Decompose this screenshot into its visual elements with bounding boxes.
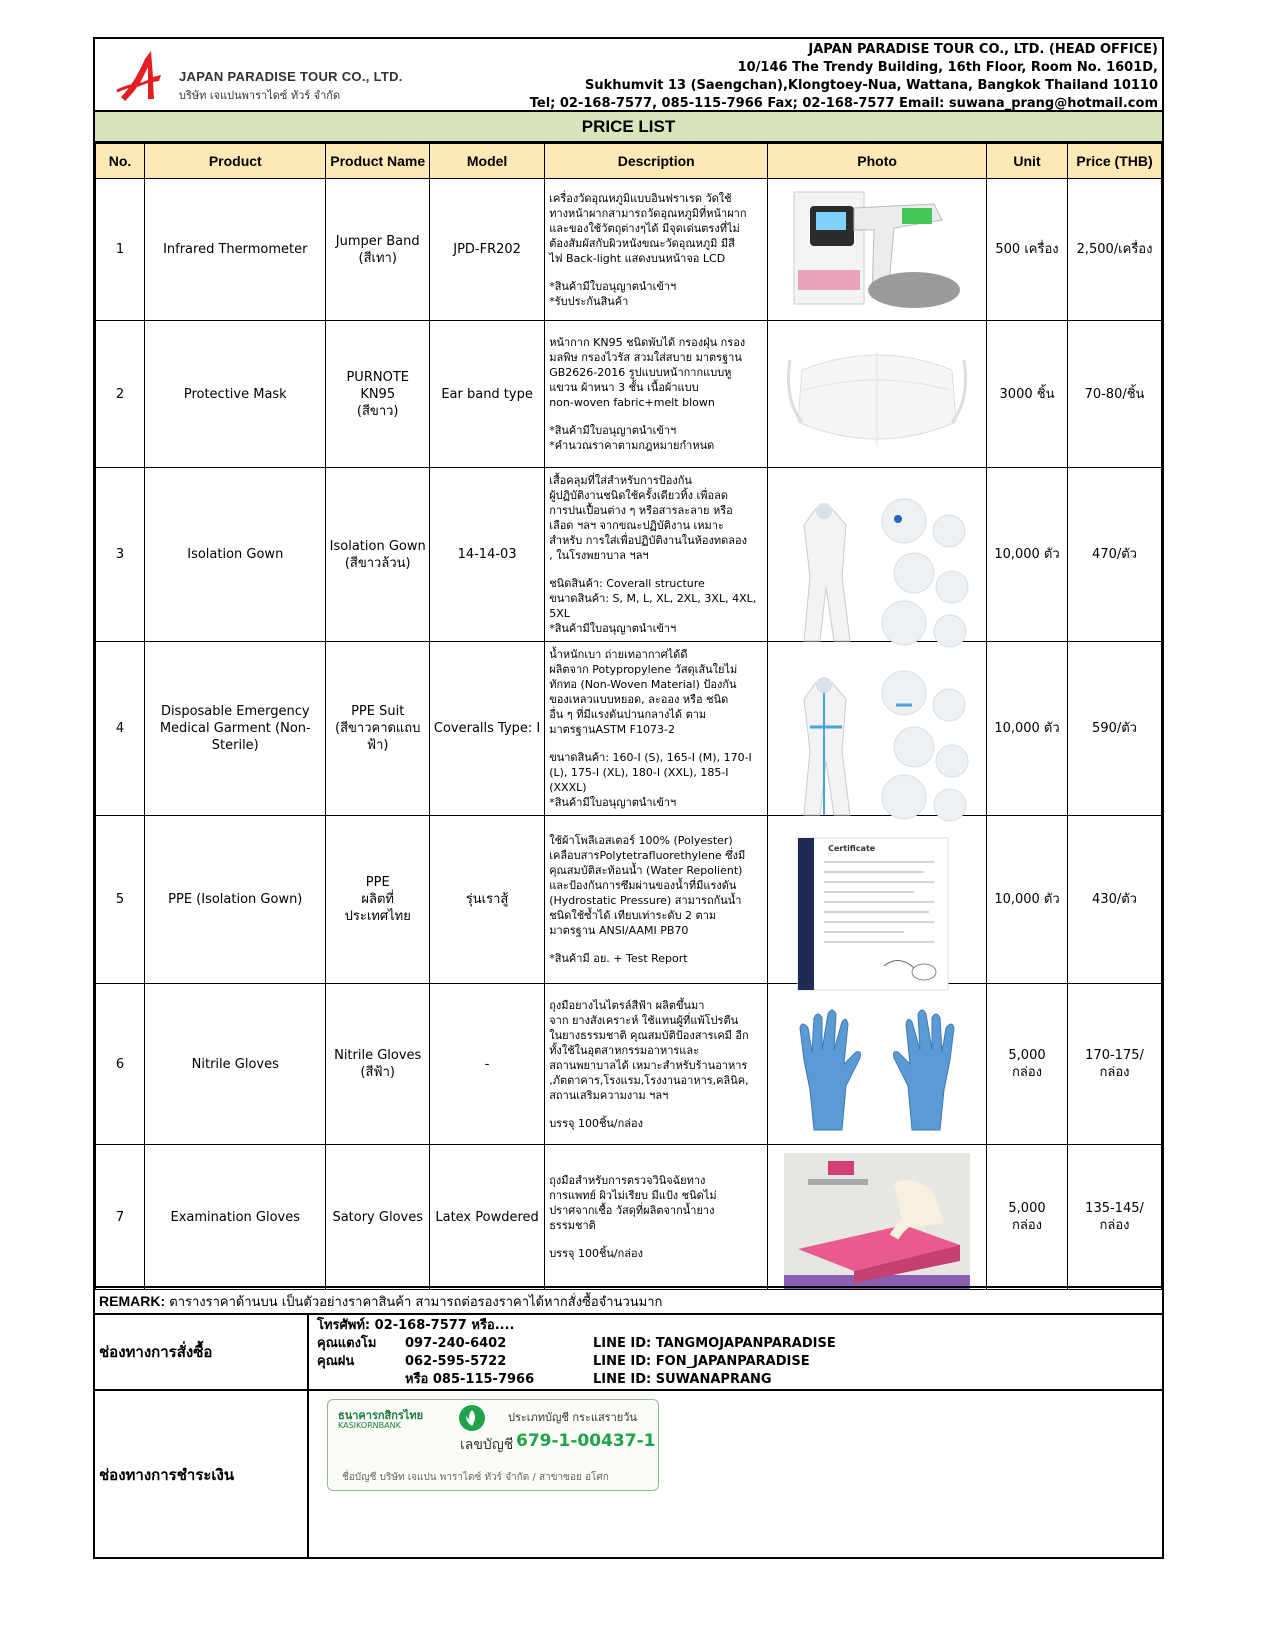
desc-line: ถุงมือสำหรับการตรวจวินิจฉัยทาง: [549, 1174, 706, 1187]
desc-line: ขนาดสินค้า: S, M, L, XL, 2XL, 3XL, 4XL,: [549, 592, 757, 605]
desc-line: และป้องกันการซึมผ่านของน้ำที่มีแรงดัน: [549, 879, 737, 892]
cell-unit: [986, 468, 1067, 642]
cell-price: [1068, 468, 1162, 642]
desc-line: GB2626-2016 รูปแบบหน้ากากแบบหู: [549, 366, 732, 379]
payment-channel-row: [95, 1391, 1162, 1559]
price-line: 70-80/ชิ้น: [1084, 386, 1145, 402]
cell-photo: [768, 179, 987, 321]
bank-account-card: [327, 1399, 659, 1491]
unit-line: 5,000: [1008, 1201, 1046, 1216]
desc-line: ไฟ Back-light แสดงบนหน้าจอ LCD: [549, 251, 726, 265]
document-header: [95, 39, 1162, 112]
col-header-description: Description: [545, 144, 768, 179]
cell-model: 14-14-03: [429, 468, 544, 642]
table-row: [96, 816, 1162, 984]
logo-text-th: บริษัท เจแปนพาราไดซ์ ทัวร์ จำกัด: [179, 89, 341, 102]
cell-description: [545, 321, 768, 468]
cell-model: -: [429, 984, 544, 1145]
remark-row: [95, 1286, 1162, 1315]
product-name-line: Jumper Band: [335, 233, 420, 249]
cell-description: [545, 1145, 768, 1290]
thermometer-photo: [784, 186, 970, 314]
cell-product: Infrared Thermometer: [145, 179, 326, 321]
desc-line: ทักทอ (Non-Woven Material) ป้องกัน: [549, 678, 737, 691]
certificate-title: Certificate: [828, 843, 876, 853]
cell-price: [1068, 321, 1162, 468]
unit-line: กล่อง: [1012, 1065, 1042, 1080]
col-header-no: No.: [96, 144, 145, 179]
desc-line: การแพทย์ ผิวไม่เรียบ มีแป้ง ชนิดไม่: [549, 1189, 717, 1202]
cell-no: 6: [96, 984, 145, 1145]
desc-line: อื่น ๆ ที่มีแรงดันปานกลางได้ ตาม: [549, 708, 707, 721]
cell-product-name: [326, 1145, 430, 1290]
contact-line-id: LINE ID: FON_JAPANPARADISE: [593, 1354, 810, 1369]
desc-line: สถานพยาบาลได้ เหมาะสำหรับร้านอาหาร: [549, 1058, 748, 1072]
product-name-line: PPE Suit: [351, 704, 405, 719]
desc-line: 5XL: [549, 607, 570, 620]
desc-line: ขนาดสินค้า: 160-I (S), 165-I (M), 170-I: [549, 751, 752, 764]
price-list-sheet: [93, 37, 1164, 1559]
product-name-line: Satory Gloves: [332, 1209, 423, 1225]
desc-line: (Hydrostatic Pressure) สามารถกันน้ำ: [549, 894, 742, 907]
nitrile-gloves-photo: [784, 1000, 970, 1128]
desc-line: การปนเปื้อนต่าง ๆ หรือสารละลาย หรือ: [549, 504, 733, 517]
order-channel-label: ช่องทางการสั่งซื้อ: [95, 1315, 309, 1389]
price-line: 2,500/เครื่อง: [1076, 242, 1153, 257]
cell-no: 7: [96, 1145, 145, 1290]
company-line: Tel; 02-168-7577, 085-115-7966 Fax; 02-168-7577 Email: suwana_prang@hotmail.com: [529, 96, 1158, 111]
unit-line: 10,000 ตัว: [994, 892, 1060, 907]
product-name-line: (สีขาว): [356, 403, 399, 419]
desc-line: สถานเสริมความงาม ฯลฯ: [549, 1088, 669, 1102]
contact-phone: 062-595-5722: [405, 1354, 507, 1369]
desc-line: ต้องสัมผัสกับผิวหนังขณะวัดอุณหภูมิ มีสี: [549, 236, 735, 250]
bank-name: ธนาคารกสิกรไทย: [338, 1409, 424, 1422]
price-line: กล่อง: [1099, 1218, 1130, 1233]
cell-photo: [768, 468, 987, 642]
table-row: [96, 1145, 1162, 1290]
payment-channel-label: ช่องทางการชำระเงิน: [95, 1391, 309, 1559]
desc-line: น้ำหนักเบา ถ่ายเทอากาศได้ดี: [549, 648, 688, 661]
desc-line: เคลือบสารPolytetrafluorethylene ซึ่งมี: [549, 849, 746, 862]
cell-product: PPE (Isolation Gown): [145, 816, 326, 984]
desc-spacer: [549, 1103, 763, 1116]
cell-model: Coveralls Type: I: [429, 642, 544, 816]
cell-product: Isolation Gown: [145, 468, 326, 642]
cell-price: [1068, 179, 1162, 321]
bank-account-label: เลขบัญชี: [460, 1437, 514, 1453]
table-row: [96, 984, 1162, 1145]
bank-account-number: 679-1-00437-1: [516, 1431, 656, 1451]
contact-line-id: LINE ID: TANGMOJAPANPARADISE: [593, 1336, 836, 1351]
desc-line: บรรจุ 100ชิ้น/กล่อง: [549, 1247, 644, 1260]
price-line: กล่อง: [1099, 1065, 1130, 1080]
company-address: [530, 41, 1158, 113]
desc-line: ปราศจากเชื้อ วัสดุที่ผลิตจากน้ำยาง: [549, 1204, 715, 1217]
cell-description: [545, 179, 768, 321]
cell-price: [1068, 984, 1162, 1145]
cell-price: [1068, 816, 1162, 984]
contact-name: คุณแตงโม: [317, 1336, 377, 1351]
cell-no: 4: [96, 642, 145, 816]
product-name-line: (สีเทา): [358, 250, 397, 266]
contact-name: คุณฝน: [317, 1354, 355, 1369]
col-header-price: Price (THB): [1068, 144, 1162, 179]
bank-name-en: KASIKORNBANK: [338, 1421, 401, 1430]
col-header-product-name: Product Name: [326, 144, 430, 179]
col-header-unit: Unit: [986, 144, 1067, 179]
cell-unit: [986, 642, 1067, 816]
unit-line: 3000 ชิ้น: [999, 386, 1055, 402]
unit-line: 500 เครื่อง: [995, 242, 1059, 257]
price-line: 135-145/: [1085, 1201, 1144, 1216]
product-name-line: PURNOTE KN95: [346, 369, 409, 402]
price-line: 470/ตัว: [1092, 547, 1137, 562]
table-row: [96, 321, 1162, 468]
desc-line: บรรจุ 100ชิ้น/กล่อง: [549, 1116, 644, 1130]
cell-unit: [986, 1145, 1067, 1290]
company-line: Sukhumvit 13 (Saengchan),Klongtoey-Nua, Wattana, Bangkok Thailand 10110: [584, 78, 1158, 93]
certificate-photo: [784, 836, 970, 964]
desc-spacer: [549, 1233, 763, 1246]
desc-line: ชนิดใช้ซ้ำได้ เทียบเท่าระดับ 2 ตาม: [549, 909, 717, 922]
desc-line: เสื้อคลุมที่ใส่สำหรับการป้องกัน: [549, 474, 692, 487]
table-row: [96, 642, 1162, 816]
desc-line: non-woven fabric+melt blown: [549, 396, 715, 409]
gown-photo: [784, 491, 970, 619]
price-line: 170-175/: [1085, 1048, 1144, 1063]
desc-spacer: [549, 938, 763, 951]
company-line: 10/146 The Trendy Building, 16th Floor, Room No. 1601D,: [737, 60, 1158, 75]
ppe-suit-photo: [784, 665, 970, 793]
logo-mark-icon: [115, 47, 175, 105]
cell-price: [1068, 642, 1162, 816]
cell-model: รุ่นเราสู้: [429, 816, 544, 984]
desc-line: ธรรมชาติ: [549, 1219, 596, 1232]
table-row: [96, 468, 1162, 642]
desc-line: *สินค้ามีใบอนุญาตนำเข้าฯ: [549, 796, 677, 809]
desc-line: *รับประกันสินค้า: [549, 294, 629, 308]
order-channel-row: [95, 1315, 1162, 1391]
unit-line: 5,000: [1008, 1048, 1046, 1063]
product-name-line: Isolation Gown: [329, 538, 426, 554]
cell-photo: [768, 642, 987, 816]
desc-line: จาก ยางสังเคราะห์ ใช้แทนผู้ที่แพ้โปรตีน: [549, 1013, 739, 1027]
unit-line: กล่อง: [1012, 1218, 1042, 1233]
cell-photo: [768, 816, 987, 984]
cell-photo: [768, 984, 987, 1145]
cell-unit: [986, 321, 1067, 468]
desc-line: ชนิดสินค้า: Coverall structure: [549, 577, 705, 590]
cell-no: 3: [96, 468, 145, 642]
desc-spacer: [549, 563, 763, 576]
desc-line: คุณสมบัติสะท้อนน้ำ (Water Repolient): [549, 864, 743, 877]
contact-line-id: LINE ID: SUWANAPRANG: [593, 1372, 772, 1387]
desc-line: เลือด ฯลฯ จากขณะปฏิบัติงาน เหมาะ: [549, 519, 724, 532]
unit-line: 10,000 ตัว: [994, 547, 1060, 562]
desc-line: ถุงมือยางไนไตรล์สีฟ้า ผลิตขึ้นมา: [549, 998, 705, 1012]
desc-line: สำหรับ การใส่เพื่อปฏิบัติงานในห้องทดลอง: [549, 534, 747, 547]
cell-description: [545, 984, 768, 1145]
cell-photo: [768, 321, 987, 468]
cell-product: Protective Mask: [145, 321, 326, 468]
desc-line: *สินค้ามีใบอนุญาตนำเข้าฯ: [549, 622, 677, 635]
table-header-row: [96, 144, 1162, 179]
contact-phone: 097-240-6402: [405, 1336, 507, 1351]
cell-no: 1: [96, 179, 145, 321]
cell-description: [545, 468, 768, 642]
desc-line: มาตรฐานASTM F1073-2: [549, 723, 675, 736]
price-line: 430/ตัว: [1092, 892, 1137, 907]
cell-product-name: [326, 642, 430, 816]
unit-line: 10,000 ตัว: [994, 721, 1060, 736]
desc-line: *คำนวณราคาตามกฎหมายกำหนด: [549, 439, 715, 452]
desc-line: และของใช้วัตถุต่างๆได้ มีจุดเด่นตรงที่ไม่: [549, 221, 740, 235]
desc-line: ทางหน้าผากสามารถวัดอุณหภูมิที่หน้าผาก: [549, 206, 747, 220]
desc-line: ผู้ปฏิบัติงานชนิดใช้ครั้งเดียวทิ้ง เพื่อลด: [549, 489, 728, 502]
cell-unit: [986, 984, 1067, 1145]
cell-description: [545, 816, 768, 984]
desc-line: (XXXL): [549, 781, 587, 794]
table-row: [96, 179, 1162, 321]
cell-description: [545, 642, 768, 816]
price-table: [95, 143, 1162, 1290]
company-logo: [115, 47, 415, 105]
product-name-line: Nitrile Gloves: [334, 1048, 422, 1063]
desc-line: มลพิษ กรองไวรัส สวมใส่สบาย มาตรฐาน: [549, 351, 742, 364]
cell-unit: [986, 816, 1067, 984]
order-phone-line: โทรศัพท์: 02-168-7577 หรือ....: [317, 1318, 515, 1333]
cell-photo: [768, 1145, 987, 1290]
cell-product: Nitrile Gloves: [145, 984, 326, 1145]
kasikorn-logo-icon: [458, 1404, 486, 1432]
logo-text-en: JAPAN PARADISE TOUR CO., LTD.: [179, 69, 403, 84]
company-line: JAPAN PARADISE TOUR CO., LTD. (HEAD OFFICE): [808, 42, 1158, 57]
cell-product: Examination Gloves: [145, 1145, 326, 1290]
col-header-photo: Photo: [768, 144, 987, 179]
desc-line: หน้ากาก KN95 ชนิดพับได้ กรองฝุ่น กรอง: [549, 336, 746, 349]
product-name-line: ผลิตที่ประเทศไทย: [344, 892, 411, 924]
desc-spacer: [549, 266, 763, 279]
desc-line: *สินค้ามีใบอนุญาตนำเข้าฯ: [549, 424, 677, 437]
desc-line: มาตรฐาน ANSI/AAMI PB70: [549, 924, 689, 937]
col-header-model: Model: [429, 144, 544, 179]
cell-unit: [986, 179, 1067, 321]
remark-label: REMARK:: [99, 1293, 166, 1309]
desc-line: ทั้งใช้ในอุตสาหกรรมอาหารและ: [549, 1043, 700, 1057]
cell-product-name: [326, 321, 430, 468]
remark-text: ตารางราคาด้านบน เป็นตัวอย่างราคาสินค้า สามารถต่อรองราคาได้หากสั่งซื้อจำนวนมาก: [169, 1295, 663, 1310]
cell-model: Latex Powdered: [429, 1145, 544, 1290]
desc-line: ของเหลวแบบหยอด, ละออง หรือ ชนิด: [549, 693, 729, 706]
col-header-product: Product: [145, 144, 326, 179]
desc-line: ในยางธรรมชาติ คุณสมบัติป้องสารเคมี อีก: [549, 1028, 749, 1042]
bank-account-type: ประเภทบัญชี กระแสรายวัน: [508, 1411, 637, 1424]
cell-product-name: [326, 816, 430, 984]
desc-line: *สินค้ามีใบอนุญาตนำเข้าฯ: [549, 279, 677, 293]
desc-line: *สินค้ามี อย. + Test Report: [549, 952, 688, 965]
desc-spacer: [549, 410, 763, 423]
product-name-line: (สีขาวล้วน): [344, 555, 411, 571]
mask-photo: [784, 330, 970, 458]
contact-phone: หรือ 085-115-7966: [405, 1372, 535, 1387]
cell-model: Ear band type: [429, 321, 544, 468]
page-title: PRICE LIST: [95, 112, 1162, 143]
cell-product-name: [326, 984, 430, 1145]
desc-line: ,ภัตตาคาร,โรงแรม,โรงงานอาหาร,คลินิค,: [549, 1073, 749, 1087]
desc-line: , ในโรงพยาบาล ฯลฯ: [549, 549, 649, 562]
desc-line: ผลิตจาก Potypropylene วัสดุเส้นใยไม่: [549, 663, 738, 676]
desc-line: (L), 175-I (XL), 180-I (XXL), 185-I: [549, 766, 729, 779]
cell-price: [1068, 1145, 1162, 1290]
latex-gloves-photo: [784, 1153, 970, 1281]
bank-account-holder: ชื่อบัญชี บริษัท เจแปน พาราไดซ์ ทัวร์ จำกัด / สาขาซอย อโศก: [342, 1472, 609, 1483]
desc-line: แขวน ผ้าหนา 3 ชั้น เนื้อผ้าแบบ: [549, 381, 699, 394]
price-line: 590/ตัว: [1092, 721, 1137, 736]
desc-spacer: [549, 737, 763, 750]
desc-line: ใช้ผ้าโพลีเอสเตอร์ 100% (Polyester): [549, 834, 733, 847]
desc-line: เครื่องวัดอุณหภูมิแบบอินฟราเรด วัดใช้: [549, 191, 732, 205]
cell-product-name: [326, 468, 430, 642]
cell-product-name: [326, 179, 430, 321]
product-name-line: (สีขาวคาดแถบฟ้า): [335, 721, 421, 753]
product-name-line: PPE: [365, 875, 390, 890]
cell-no: 2: [96, 321, 145, 468]
cell-product: Disposable Emergency Medical Garment (Non-Sterile): [145, 642, 326, 816]
cell-model: JPD-FR202: [429, 179, 544, 321]
cell-no: 5: [96, 816, 145, 984]
product-name-line: (สีฟ้า): [360, 1065, 396, 1080]
